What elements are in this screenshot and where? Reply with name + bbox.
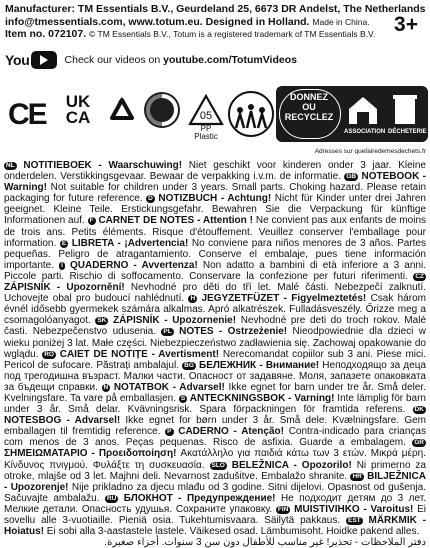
warning-title: LIBRETA - ¡Advertencia! (68, 237, 192, 249)
language-code: I (61, 261, 63, 269)
warning-title: ZÁPISNÍK - Upozornění! (4, 282, 131, 294)
item-number: Item no. 072107. (5, 28, 87, 40)
warning-title: JEGYZETFÜZET - Figyelmeztetés! (197, 293, 371, 305)
warning-title: ANTECKNINGSBOK - Varning! (187, 392, 338, 404)
age-warning: 3+ (394, 13, 418, 36)
contact-text: info@tmessentials.com, www.totum.eu. Designed in Holland. (5, 15, 310, 28)
warning-text: Ακατάλληλο για παιδιά κάτω των 3 ετών. Μικρά μέρη. Κίνδυνος πνιγμού. Φυλάξτε τη συσκευασία. (4, 448, 426, 471)
warning-title: MUISTIVIHKO - Varoitus! (290, 503, 418, 515)
warning-text: Неподходящо за деца под трегодишна възраст. Малки части. Опасност от задавяне. Моля, запазете опаковката за бъдещи справки. (4, 359, 426, 393)
bin-icon (390, 92, 420, 126)
warning-title: NOTIZBUCH - Achtung! (154, 193, 275, 205)
ukca-bottom: CA (65, 108, 91, 127)
language-code: GB (346, 173, 357, 181)
warning-text: Nerecomandat copiilor sub 3 ani. Piese mici. Pericol de sufocare. Păstrați ambalajul. (4, 348, 426, 371)
warning-text: Not suitable for children under 3 years. Small parts. Choking hazard. Please retain packaging for future reference. (4, 182, 426, 205)
warning-title: NOTITIEBOEK - Waarschuwing! (16, 160, 189, 171)
language-code: N (103, 383, 109, 391)
youtube-url: youtube.com/TotumVideos (163, 54, 297, 66)
warning-title: ΣΗΜΕΙΩΜΑΤΑΡΙΟ - Προειδοποίηση! (4, 448, 181, 460)
warning-text: Non adatto a bambini di età inferiore a 3 anni. Piccole parti. Rischio di soffocamento. Conservare la confezione per futuri riferimenti. (4, 259, 426, 282)
youtube-row (5, 49, 425, 71)
house-icon (346, 94, 380, 126)
fr-text (280, 92, 338, 122)
ukca-mark (60, 94, 96, 126)
warning-text: Ne convient pas aux enfants de moins de trois ans. Petits éléments. Risque d'étouffement. Veuillez conserver l'emballage pour information. (4, 215, 427, 249)
ce-mark: CE (8, 98, 46, 131)
fr-recycling-badge (276, 86, 428, 142)
language-code: CZ (415, 272, 424, 280)
language-code: HR (352, 472, 362, 480)
youtube-logo-you: You (5, 52, 30, 68)
dechetterie-label: DÉCHETERIE (388, 129, 427, 135)
warning-text: Ikke egnet for børn under 3 år. Små dele. Kvælningsfare. Gem emballagen til fremtidig reference. (4, 415, 426, 438)
warning-title: CARNET DE NOTES - Attention ! (95, 215, 256, 227)
warning-title: CADERNO - Atenção! (173, 426, 289, 438)
warning-title: NOTESBOG - Advarsel! (4, 415, 126, 427)
warning-text: Nevhodné pre deti do troch rokov. Malé časti. Nebezpečenstvo udusenia. (4, 315, 427, 338)
warning-title: CAIET DE NOTIȚE - Avertisment! (55, 348, 223, 360)
recycling-address: Adresses sur quefairedemesdechets.fr (314, 148, 426, 155)
youtube-text: Check our videos on (64, 54, 161, 66)
warning-title: ZÁPISNÍK - Upozornenie! (108, 315, 241, 327)
language-code: S (180, 394, 186, 402)
youtube-caption (65, 54, 297, 66)
language-code: SLO (211, 461, 225, 469)
donnez-text: DONNEZ (290, 92, 328, 102)
ukca-top: UK (65, 92, 91, 111)
warning-text: Contra-indicado para crianças com menos de 3 anos. Peças pequenas. Risco de asfixia. Guarde a embalagem. (4, 426, 426, 449)
pp-sub: Plastic (194, 132, 218, 141)
language-code: SK (97, 317, 107, 325)
warning-text: Csak három évnél idősebb gyermekek számára alkalmas. Apró alkatrészek. Fulladásveszély. Őrizze meg a csomagolóanyagot. (4, 293, 427, 327)
warning-title: BILJEŽNICA - Upozorenje! (4, 470, 427, 493)
warning-text: No conviene para niños menores de 3 años. Partes pequeñas. Peligro de atragantamiento. Conserve el embalaje, pues tiene información importante. (4, 237, 426, 271)
language-code: P (167, 428, 172, 436)
pp-recycle-icon (186, 92, 226, 141)
warning-text: Nieodpowiednie dla dzieci w wieku poniżej 3 lat. Małe części. Niebezpieczeństwo zadławienia się. Zachowaj opakowanie do wglądu. (4, 326, 426, 360)
compliance-symbols (4, 84, 428, 144)
triman-icon (226, 90, 276, 138)
warning-text: Nevhodné pro děti do tří let. Malé části. Nebezpečí zalknutí. Uchovejte obal pro budoucí nahlédnutí. (4, 282, 426, 305)
arabic-warning: دفتر الملاحظات - تحذير! غير مناسب للأطفال دون سن 3 سنوات. أجزاء صغيرة. (104, 537, 426, 548)
language-code: DK (414, 406, 424, 414)
warning-text: Ni primerno za otroke, mlajše od 3 let. Majhni deli. Nevarnost zadušitve. Embalažo shranite. (4, 459, 426, 482)
warning-text: Nicht für Kinder unter drei Jahren geeignet. Kleine Teile. Erstickungsgefahr. Bewahren Sie die Verpackung für künftige Informationen auf. (4, 193, 426, 227)
warning-title: БЛОКНОТ - Предупреждение! (118, 492, 281, 504)
warning-text: Nije prikladno za djecu mlađu od 3 godine. Sitni dijelovi. Opasnost od gušenja. Sačuvajte ambalažu. (4, 481, 426, 504)
warning-text: Niet geschikt voor kinderen onder 3 jaar. Kleine onderdelen. Verstikkingsgevaar. Bewaar de verpakking i.v.m. de informatie. (4, 160, 426, 183)
warning-text: Ei sobi alla 3-aastastele lastele. Väikesed osad. Lämbumisoht. Hoidke pakend alles. (46, 526, 420, 538)
trademark-text: © TM Essentials B.V., Totum is a registered trademark of TM Essentials B.V. (89, 29, 376, 39)
item-line (5, 28, 385, 41)
youtube-logo (5, 51, 57, 69)
multilingual-warnings (4, 160, 426, 537)
warning-text: Не подходит детям до 3 лет. Мелкие детали. Опасность удушья. Сохраните упаковку. (4, 492, 426, 515)
ou-text: OU (302, 102, 316, 112)
mobius-loop-icon (104, 92, 140, 128)
language-code: FIN (277, 505, 289, 513)
language-code: E (61, 239, 67, 247)
warning-title: QUADERNO - Avvertenza! (64, 259, 203, 271)
warning-title: MÄRKMIK - Hoiatus! (4, 515, 426, 538)
language-code: F (89, 217, 94, 225)
language-code: D (148, 195, 153, 203)
youtube-logo-tube (31, 51, 57, 69)
warning-title: BELEŽNICA - Opozorilo! (226, 459, 357, 471)
warning-title: NOTEBOOK - Warning! (4, 171, 426, 194)
warning-text: Ikke egnet for barn under tre år. Små deler. Kvelningsfare. Ta vare på emballasjen. (4, 381, 426, 404)
language-code: RO (44, 350, 54, 358)
green-dot-icon (144, 92, 180, 128)
warnings-block (4, 160, 426, 548)
language-code: GR (414, 439, 424, 447)
language-code: H (190, 295, 196, 303)
contact-line (5, 16, 385, 29)
language-code: NL (6, 162, 15, 169)
made-in-text: Made in China. (312, 16, 370, 27)
language-code: RU (106, 494, 117, 502)
association-label: ASSOCIATION (344, 129, 386, 135)
language-code: PL (163, 328, 172, 336)
language-code: EST (347, 517, 361, 524)
warning-title: БЕЛЕЖНИК - Внимание! (195, 359, 323, 371)
warning-text: Ei sovellu alle 3-vuotiaille. Pieniä osia. Tukehtumisvaara. Säilytä pakkaus. (4, 503, 426, 526)
pp-number: 05 (199, 110, 213, 122)
warning-title: NOTES - Ostrzeżenie! (173, 326, 293, 338)
pp-label: PP (200, 124, 212, 132)
warning-title: NOTATBOK - Advarsel! (110, 381, 229, 393)
play-icon (40, 55, 48, 65)
language-code: BG (184, 361, 194, 369)
manufacturer-line: Manufacturer: TM Essentials B.V., Geurdeland 25, 6673 DR Andelst, The Netherlands (5, 3, 426, 15)
recyclez-text: RECYCLEZ (284, 112, 334, 122)
warning-text: Inte lämplig för barn under 3 år. Små delar. Kvävningsrisk. Spara förpackningen för framtida referens. (4, 392, 426, 416)
manufacturer-info (5, 3, 426, 41)
